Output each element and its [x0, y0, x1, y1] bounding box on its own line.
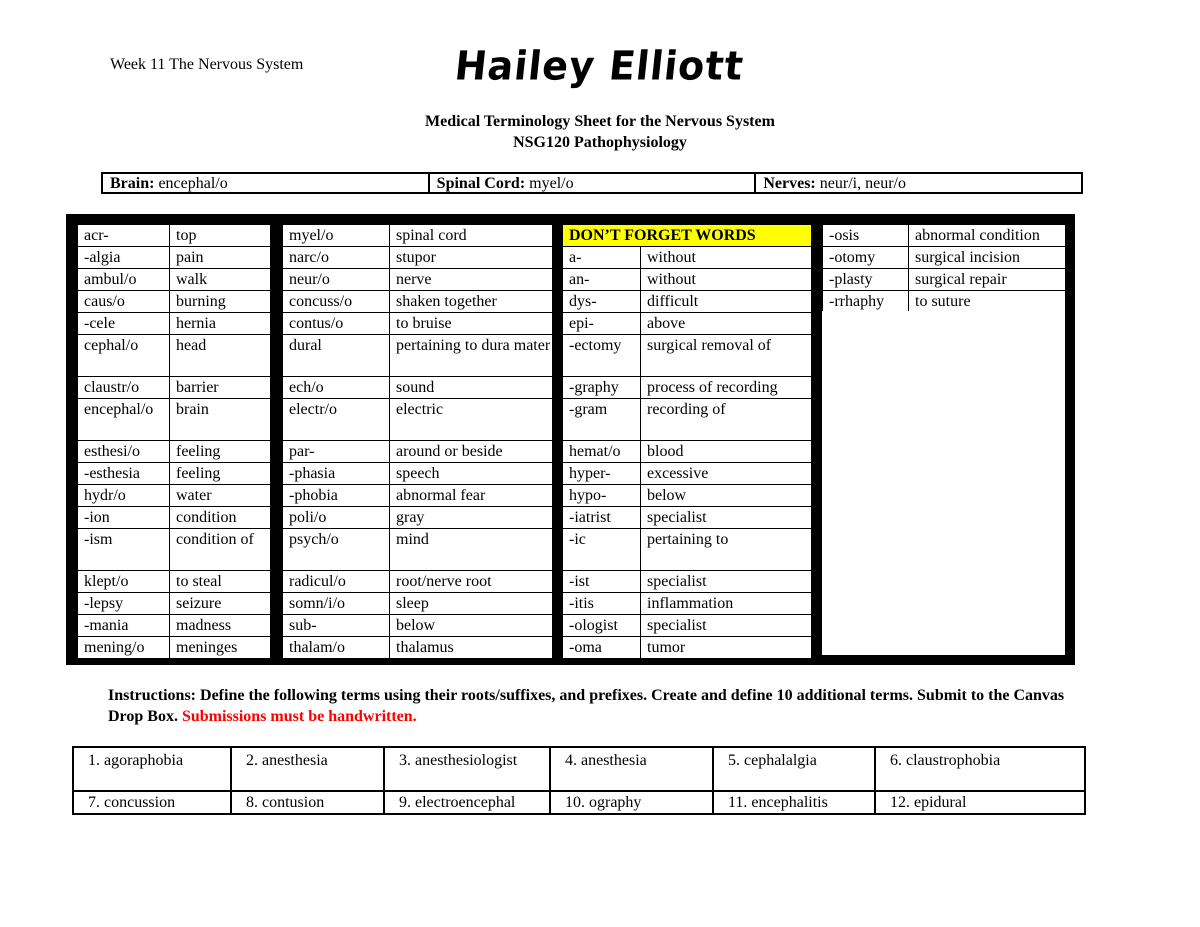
term-cell: -cele: [78, 313, 170, 335]
table-row: [283, 313, 553, 335]
table-row: [563, 463, 812, 485]
table-row: [823, 269, 1066, 291]
system-roots-bar: [101, 172, 1083, 194]
table-row: [563, 485, 812, 507]
table-row: [78, 247, 271, 269]
blank-area: [822, 311, 1065, 655]
definition-cell: nerve: [390, 269, 553, 291]
table-row: [563, 593, 812, 615]
table-row: [283, 247, 553, 269]
table-row: [78, 485, 271, 507]
term-cell: -ic: [563, 529, 641, 571]
table-row: [283, 637, 553, 659]
instructions-text: Instructions: Define the following terms using their roots/suffixes, and prefixes. Create and define 10 additional terms. Submit to the Canvas Drop Box.: [108, 687, 1065, 725]
term-cell: hydr/o: [78, 485, 170, 507]
term-item: 1. agoraphobia: [73, 747, 231, 791]
term-item: 6. claustrophobia: [875, 747, 1085, 791]
term-cell: narc/o: [283, 247, 390, 269]
term-cell: caus/o: [78, 291, 170, 313]
definition-cell: brain: [170, 399, 271, 441]
table-row: [283, 463, 553, 485]
table-row: [78, 441, 271, 463]
definition-cell: without: [641, 269, 812, 291]
table-row: [78, 335, 271, 377]
term-cell: cephal/o: [78, 335, 170, 377]
term-item: 7. concussion: [73, 791, 231, 814]
instructions: [108, 685, 1093, 727]
definition-cell: sleep: [390, 593, 553, 615]
root-value: encephal/o: [158, 175, 228, 192]
document-title: Medical Terminology Sheet for the Nervous System: [425, 113, 775, 130]
nerves-root-cell: [754, 174, 1081, 192]
term-cell: klept/o: [78, 571, 170, 593]
table-row: [78, 593, 271, 615]
table-row: [283, 269, 553, 291]
table-row: [563, 291, 812, 313]
definition-cell: speech: [390, 463, 553, 485]
term-cell: radicul/o: [283, 571, 390, 593]
table-row: [563, 571, 812, 593]
definition-cell: mind: [390, 529, 553, 571]
term-cell: encephal/o: [78, 399, 170, 441]
definition-cell: surgical repair: [909, 269, 1066, 291]
term-cell: -iatrist: [563, 507, 641, 529]
definition-cell: pertaining to: [641, 529, 812, 571]
term-cell: -phasia: [283, 463, 390, 485]
term-cell: -ectomy: [563, 335, 641, 377]
definition-cell: surgical removal of: [641, 335, 812, 377]
term-cell: acr-: [78, 225, 170, 247]
table-row: [78, 529, 271, 571]
table-row: [563, 637, 812, 659]
definition-cell: barrier: [170, 377, 271, 399]
table-row: [283, 615, 553, 637]
table-row: [283, 335, 553, 377]
term-item: 2. anesthesia: [231, 747, 384, 791]
table-row: [78, 377, 271, 399]
term-cell: epi-: [563, 313, 641, 335]
table-row: [283, 441, 553, 463]
term-cell: dys-: [563, 291, 641, 313]
definition-cell: tumor: [641, 637, 812, 659]
term-cell: -plasty: [823, 269, 909, 291]
term-cell: neur/o: [283, 269, 390, 291]
term-cell: -graphy: [563, 377, 641, 399]
table-row: [283, 377, 553, 399]
term-cell: poli/o: [283, 507, 390, 529]
definition-cell: blood: [641, 441, 812, 463]
definition-cell: pain: [170, 247, 271, 269]
table-row: [563, 399, 812, 441]
term-cell: esthesi/o: [78, 441, 170, 463]
definition-cell: process of recording: [641, 377, 812, 399]
table-row: [563, 615, 812, 637]
definition-cell: specialist: [641, 571, 812, 593]
definition-cell: walk: [170, 269, 271, 291]
term-cell: -oma: [563, 637, 641, 659]
table-row: [823, 247, 1066, 269]
table-row: [563, 441, 812, 463]
table-row: [823, 225, 1066, 247]
definition-cell: around or beside: [390, 441, 553, 463]
vocab-table-4: [822, 224, 1066, 313]
definition-cell: below: [641, 485, 812, 507]
table-row: [563, 507, 812, 529]
term-cell: -phobia: [283, 485, 390, 507]
definition-cell: to suture: [909, 291, 1066, 313]
dont-forget-header: DON’T FORGET WORDS: [563, 225, 812, 247]
definition-cell: hernia: [170, 313, 271, 335]
definition-cell: pertaining to dura mater: [390, 335, 553, 377]
handwritten-requirement: Submissions must be handwritten.: [181, 708, 417, 725]
term-cell: mening/o: [78, 637, 170, 659]
definition-cell: abnormal condition: [909, 225, 1066, 247]
term-cell: -ist: [563, 571, 641, 593]
term-item: 3. anesthesiologist: [384, 747, 550, 791]
spinal-cord-root-cell: [428, 174, 755, 192]
table-row: [283, 507, 553, 529]
term-cell: sub-: [283, 615, 390, 637]
term-cell: -mania: [78, 615, 170, 637]
definition-cell: thalamus: [390, 637, 553, 659]
definition-cell: recording of: [641, 399, 812, 441]
definition-cell: seizure: [170, 593, 271, 615]
definition-cell: difficult: [641, 291, 812, 313]
definition-cell: to steal: [170, 571, 271, 593]
brain-root-cell: [103, 174, 428, 192]
definition-cell: head: [170, 335, 271, 377]
definition-cell: above: [641, 313, 812, 335]
definition-cell: meninges: [170, 637, 271, 659]
table-row: [78, 313, 271, 335]
term-cell: thalam/o: [283, 637, 390, 659]
terms-row: [73, 747, 1085, 791]
definition-cell: feeling: [170, 441, 271, 463]
term-cell: -lepsy: [78, 593, 170, 615]
definition-cell: feeling: [170, 463, 271, 485]
title-block: [0, 111, 1200, 153]
table-header-row: [563, 225, 812, 247]
term-cell: an-: [563, 269, 641, 291]
definition-cell: top: [170, 225, 271, 247]
definition-cell: abnormal fear: [390, 485, 553, 507]
term-cell: dural: [283, 335, 390, 377]
term-cell: -algia: [78, 247, 170, 269]
term-cell: a-: [563, 247, 641, 269]
table-row: [78, 463, 271, 485]
handwritten-signature: Hailey Elliott: [452, 42, 747, 90]
table-row: [78, 571, 271, 593]
table-row: [563, 529, 812, 571]
definition-cell: spinal cord: [390, 225, 553, 247]
definition-cell: water: [170, 485, 271, 507]
definition-cell: burning: [170, 291, 271, 313]
term-cell: ech/o: [283, 377, 390, 399]
term-cell: somn/i/o: [283, 593, 390, 615]
table-row: [283, 291, 553, 313]
term-cell: claustr/o: [78, 377, 170, 399]
term-item: 4. anesthesia: [550, 747, 713, 791]
definition-cell: specialist: [641, 507, 812, 529]
terms-row: [73, 791, 1085, 814]
table-row: [283, 593, 553, 615]
term-item: 10. ography: [550, 791, 713, 814]
definition-cell: below: [390, 615, 553, 637]
term-item: 9. electroencephal: [384, 791, 550, 814]
root-label: Brain:: [110, 175, 155, 192]
root-label: Spinal Cord:: [436, 175, 526, 192]
definition-cell: condition of: [170, 529, 271, 571]
definition-cell: sound: [390, 377, 553, 399]
definition-cell: madness: [170, 615, 271, 637]
definition-cell: condition: [170, 507, 271, 529]
root-label: Nerves:: [763, 175, 816, 192]
course-title: NSG120 Pathophysiology: [513, 134, 687, 151]
term-cell: -osis: [823, 225, 909, 247]
term-cell: -gram: [563, 399, 641, 441]
table-row: [283, 485, 553, 507]
table-row: [563, 269, 812, 291]
definition-cell: electric: [390, 399, 553, 441]
terms-table: [72, 746, 1086, 815]
term-cell: electr/o: [283, 399, 390, 441]
definition-cell: excessive: [641, 463, 812, 485]
vocab-table-2: [282, 224, 553, 659]
definition-cell: gray: [390, 507, 553, 529]
week-label: Week 11 The Nervous System: [110, 56, 304, 73]
table-row: [563, 313, 812, 335]
term-cell: ambul/o: [78, 269, 170, 291]
term-cell: hyper-: [563, 463, 641, 485]
vocab-table-1: [77, 224, 271, 659]
table-row: [78, 615, 271, 637]
table-row: [283, 529, 553, 571]
definition-cell: to bruise: [390, 313, 553, 335]
term-item: 5. cephalalgia: [713, 747, 875, 791]
term-cell: contus/o: [283, 313, 390, 335]
term-item: 12. epidural: [875, 791, 1085, 814]
table-row: [283, 225, 553, 247]
table-row: [283, 399, 553, 441]
term-cell: psych/o: [283, 529, 390, 571]
root-value: neur/i, neur/o: [819, 175, 906, 192]
term-cell: hemat/o: [563, 441, 641, 463]
definition-cell: without: [641, 247, 812, 269]
term-cell: concuss/o: [283, 291, 390, 313]
term-cell: -ologist: [563, 615, 641, 637]
definition-cell: inflammation: [641, 593, 812, 615]
table-row: [78, 637, 271, 659]
definition-cell: surgical incision: [909, 247, 1066, 269]
table-row: [283, 571, 553, 593]
vocab-table-dont-forget: [562, 224, 812, 659]
term-cell: -rrhaphy: [823, 291, 909, 313]
table-row: [78, 291, 271, 313]
definition-cell: stupor: [390, 247, 553, 269]
term-cell: par-: [283, 441, 390, 463]
term-cell: -itis: [563, 593, 641, 615]
table-row: [78, 225, 271, 247]
term-item: 8. contusion: [231, 791, 384, 814]
table-row: [823, 291, 1066, 313]
root-value: myel/o: [529, 175, 574, 192]
table-row: [563, 335, 812, 377]
term-cell: -ion: [78, 507, 170, 529]
definition-cell: shaken together: [390, 291, 553, 313]
term-cell: -ism: [78, 529, 170, 571]
definition-cell: root/nerve root: [390, 571, 553, 593]
term-cell: hypo-: [563, 485, 641, 507]
definition-cell: specialist: [641, 615, 812, 637]
table-row: [78, 507, 271, 529]
table-row: [78, 269, 271, 291]
table-row: [563, 247, 812, 269]
table-row: [563, 377, 812, 399]
table-row: [78, 399, 271, 441]
term-cell: -esthesia: [78, 463, 170, 485]
term-item: 11. encephalitis: [713, 791, 875, 814]
term-cell: -otomy: [823, 247, 909, 269]
term-cell: myel/o: [283, 225, 390, 247]
